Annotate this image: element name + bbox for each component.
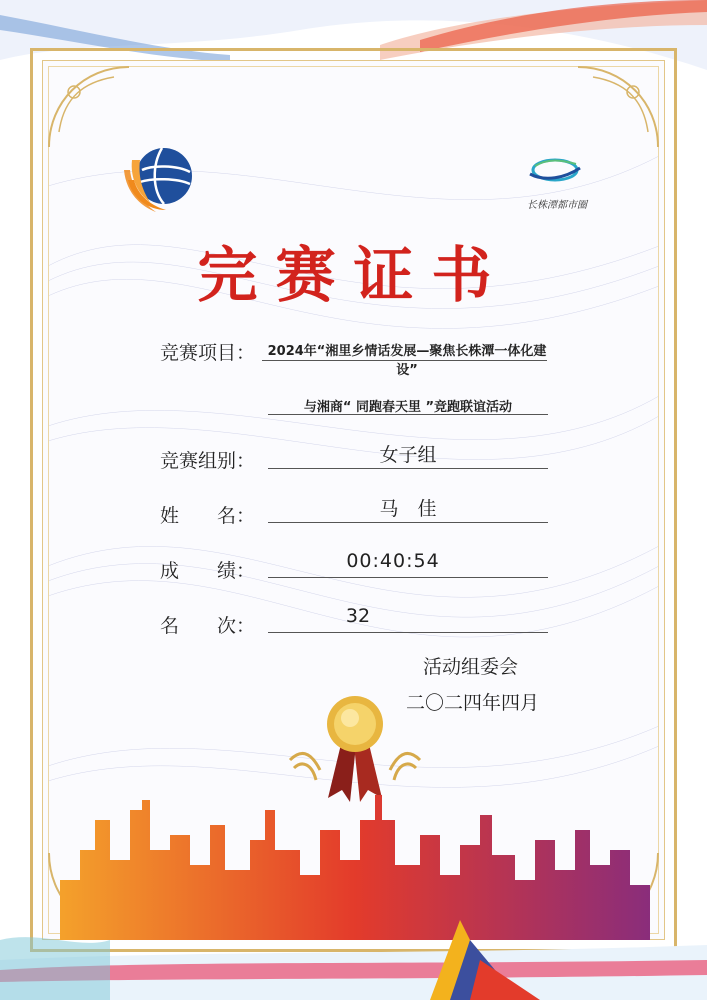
group-value: 女子组	[379, 444, 437, 466]
project-underline-2	[268, 414, 548, 415]
name-value: 马 佳	[379, 498, 437, 520]
certificate-title: 完赛证书	[197, 241, 510, 311]
globe-logo	[122, 140, 200, 218]
metro-area-logo-text: 长株潭都市圈	[527, 200, 587, 211]
project-line-2: 与湘商“ 同跑春天里 ”竞跑联谊活动	[303, 400, 513, 415]
rank-value: 32	[345, 605, 371, 627]
name-underline	[268, 522, 548, 523]
rank-label: 名 次：	[160, 615, 256, 637]
result-underline	[268, 577, 548, 578]
rank-underline	[268, 632, 548, 633]
corner-ornament-top-right	[573, 62, 663, 152]
result-value: 00:40:54	[346, 550, 440, 572]
bottom-decorative-band	[0, 900, 707, 1000]
group-label: 竞赛组别：	[160, 450, 256, 472]
corner-ornament-top-left	[44, 62, 134, 152]
issue-date: 二〇二四年四月	[406, 692, 540, 714]
group-underline	[268, 468, 548, 469]
project-label: 竞赛项目：	[160, 342, 256, 364]
project-line-1: 2024年“湘里乡情话发展—聚焦长株潭一体化建设”	[267, 344, 547, 378]
organizer: 活动组委会	[423, 656, 519, 678]
project-underline-1	[262, 360, 547, 361]
result-label: 成 绩：	[160, 560, 256, 582]
name-label: 姓 名：	[160, 505, 256, 527]
